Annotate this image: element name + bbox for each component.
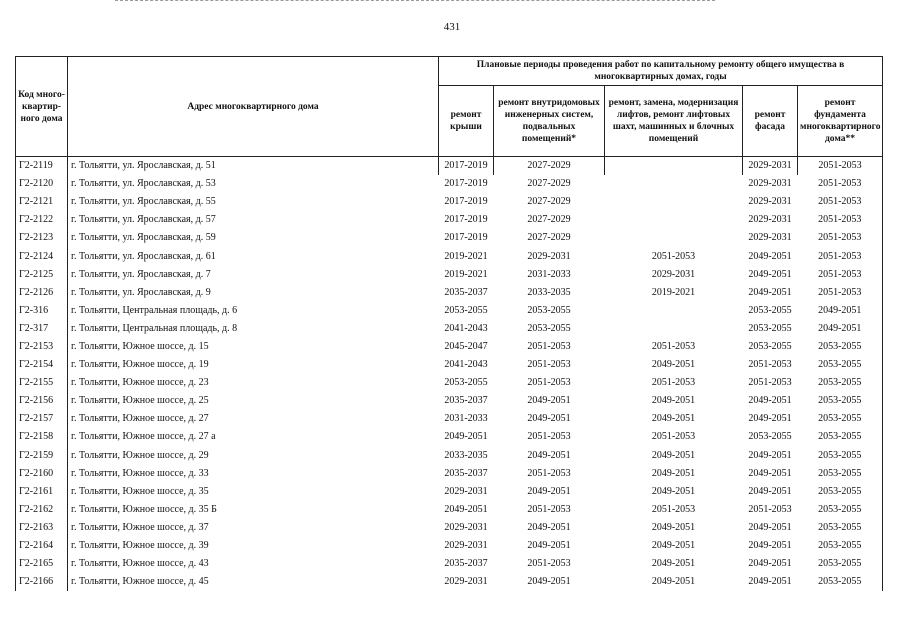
cell-roof: 2017-2019 <box>444 178 488 190</box>
cell-elevators: 2049-2051 <box>651 449 696 461</box>
header-engineering: ремонт внутридомовых инженерных систем, подвальных помещений* <box>494 86 605 157</box>
table-row <box>16 392 883 410</box>
cell-facade: 2049-2051 <box>748 540 792 552</box>
cell-engineering: 2049-2051 <box>527 540 571 552</box>
table-row <box>16 338 883 356</box>
cell-elevators: 2049-2051 <box>651 521 696 533</box>
repair-schedule-table <box>15 56 883 591</box>
table-row <box>16 374 883 392</box>
cell-elevators: 2051-2053 <box>651 503 696 515</box>
cell-code: Г2-2121 <box>16 193 68 211</box>
cell-elevators: 2051-2053 <box>651 431 696 443</box>
cell-elevators <box>605 302 743 320</box>
table-row <box>16 266 883 284</box>
cell-foundation: 2049-2051 <box>798 320 883 338</box>
cell-foundation: 2051-2053 <box>798 157 883 176</box>
cell-engineering: 2051-2053 <box>527 359 571 371</box>
cell-code: Г2-2163 <box>16 519 68 537</box>
cell-foundation: 2053-2055 <box>798 465 883 483</box>
table-row <box>16 573 883 591</box>
cell-address: г. Тольятти, ул. Ярославская, д. 51 <box>68 157 439 176</box>
cell-code: Г2-2165 <box>16 555 68 573</box>
cell-address: г. Тольятти, Южное шоссе, д. 25 <box>68 392 439 410</box>
table-row <box>16 537 883 555</box>
table-row <box>16 519 883 537</box>
cell-foundation: 2053-2055 <box>798 374 883 392</box>
cell-code: Г2-2125 <box>16 266 68 284</box>
cell-engineering: 2051-2053 <box>527 431 571 443</box>
cell-facade: 2053-2055 <box>748 322 792 334</box>
cell-foundation: 2053-2055 <box>798 356 883 374</box>
cell-roof: 2053-2055 <box>444 377 488 389</box>
cell-engineering: 2049-2051 <box>527 413 571 425</box>
cell-address: г. Тольятти, ул. Ярославская, д. 59 <box>68 229 439 247</box>
cell-roof: 2017-2019 <box>444 196 488 208</box>
cell-facade: 2029-2031 <box>743 157 798 176</box>
cell-address: г. Тольятти, ул. Ярославская, д. 53 <box>68 175 439 193</box>
cell-facade: 2051-2053 <box>748 503 792 515</box>
cell-roof: 2035-2037 <box>444 286 488 298</box>
header-roof: ремонт крыши <box>439 86 494 157</box>
cell-elevators: 2049-2051 <box>651 413 696 425</box>
table-row <box>16 356 883 374</box>
table-row <box>16 483 883 501</box>
cell-elevators: 2051-2053 <box>651 250 696 262</box>
cell-engineering: 2049-2051 <box>527 449 571 461</box>
cell-facade: 2053-2055 <box>748 431 792 443</box>
cell-roof: 2035-2037 <box>444 467 488 479</box>
cell-foundation: 2053-2055 <box>798 428 883 446</box>
cell-roof: 2041-2043 <box>444 359 488 371</box>
cell-engineering: 2027-2029 <box>527 232 571 244</box>
cell-elevators: 2029-2031 <box>651 268 696 280</box>
cell-foundation: 2053-2055 <box>798 447 883 465</box>
cell-address: г. Тольятти, Южное шоссе, д. 35 <box>68 483 439 501</box>
cell-roof: 2033-2035 <box>444 449 488 461</box>
cell-address: г. Тольятти, ул. Ярославская, д. 7 <box>68 266 439 284</box>
cell-foundation: 2051-2053 <box>798 284 883 302</box>
cell-engineering: 2027-2029 <box>527 214 571 226</box>
cell-engineering: 2051-2053 <box>527 558 571 570</box>
cell-code: Г2-2126 <box>16 284 68 302</box>
cell-engineering: 2033-2035 <box>527 286 571 298</box>
cell-roof: 2017-2019 <box>439 157 494 176</box>
cell-facade: 2049-2051 <box>748 558 792 570</box>
cell-engineering: 2031-2033 <box>527 268 571 280</box>
table-row <box>16 410 883 428</box>
cell-code: Г2-2161 <box>16 483 68 501</box>
cell-address: г. Тольятти, Южное шоссе, д. 43 <box>68 555 439 573</box>
cell-foundation: 2053-2055 <box>798 555 883 573</box>
cell-elevators: 2049-2051 <box>651 467 696 479</box>
cell-address: г. Тольятти, Южное шоссе, д. 33 <box>68 465 439 483</box>
cell-foundation: 2051-2053 <box>798 193 883 211</box>
cell-foundation: 2053-2055 <box>798 392 883 410</box>
cell-foundation: 2053-2055 <box>798 573 883 591</box>
cell-code: Г2-2156 <box>16 392 68 410</box>
cell-engineering: 2051-2053 <box>527 340 571 352</box>
cell-address: г. Тольятти, Южное шоссе, д. 29 <box>68 447 439 465</box>
cell-roof: 2041-2043 <box>444 322 488 334</box>
table-row <box>16 320 883 338</box>
cell-elevators: 2049-2051 <box>651 540 696 552</box>
cell-address: г. Тольятти, Центральная площадь, д. 8 <box>68 320 439 338</box>
cell-roof: 2017-2019 <box>444 214 488 226</box>
cell-address: г. Тольятти, ул. Ярославская, д. 57 <box>68 211 439 229</box>
cell-facade: 2049-2051 <box>748 286 792 298</box>
cell-foundation: 2051-2053 <box>798 247 883 265</box>
cell-roof: 2035-2037 <box>444 395 488 407</box>
cell-address: г. Тольятти, ул. Ярославская, д. 61 <box>68 247 439 265</box>
cell-facade: 2029-2031 <box>748 196 792 208</box>
header-address: Адрес многоквартирного дома <box>68 57 439 157</box>
table-row <box>16 284 883 302</box>
cell-code: Г2-2153 <box>16 338 68 356</box>
cell-foundation: 2051-2053 <box>798 266 883 284</box>
cell-roof: 2019-2021 <box>444 268 488 280</box>
cell-facade: 2053-2055 <box>748 340 792 352</box>
cell-engineering: 2049-2051 <box>527 521 571 533</box>
cell-code: Г2-2160 <box>16 465 68 483</box>
cell-engineering: 2053-2055 <box>527 322 571 334</box>
cell-roof: 2031-2033 <box>444 413 488 425</box>
table-row <box>16 247 883 265</box>
cell-address: г. Тольятти, ул. Ярославская, д. 55 <box>68 193 439 211</box>
table-row <box>16 465 883 483</box>
scan-edge-line <box>115 0 715 2</box>
cell-address: г. Тольятти, Южное шоссе, д. 15 <box>68 338 439 356</box>
cell-foundation: 2053-2055 <box>798 483 883 501</box>
cell-engineering: 2027-2029 <box>494 157 605 176</box>
cell-foundation: 2053-2055 <box>798 519 883 537</box>
cell-code: Г2-2123 <box>16 229 68 247</box>
table-row <box>16 211 883 229</box>
table-row <box>16 193 883 211</box>
cell-elevators: 2049-2051 <box>651 395 696 407</box>
cell-address: г. Тольятти, Южное шоссе, д. 27 <box>68 410 439 428</box>
cell-address: г. Тольятти, Южное шоссе, д. 27 а <box>68 428 439 446</box>
cell-roof: 2049-2051 <box>444 503 488 515</box>
page-number: 431 <box>443 21 461 33</box>
table-row <box>16 501 883 519</box>
cell-facade: 2029-2031 <box>748 178 792 190</box>
cell-foundation: 2053-2055 <box>798 501 883 519</box>
cell-foundation: 2053-2055 <box>798 338 883 356</box>
cell-roof: 2053-2055 <box>444 304 488 316</box>
cell-roof: 2017-2019 <box>444 232 488 244</box>
cell-engineering: 2049-2051 <box>527 395 571 407</box>
cell-engineering: 2053-2055 <box>527 304 571 316</box>
header-facade: ремонт фасада <box>743 86 798 157</box>
cell-foundation: 2051-2053 <box>798 211 883 229</box>
cell-code: Г2-316 <box>16 302 68 320</box>
table-row <box>16 302 883 320</box>
header-periods: Плановые периоды проведения работ по капитальному ремонту общего имущества в многоквартирных домах, годы <box>439 57 883 86</box>
cell-address: г. Тольятти, Центральная площадь, д. 6 <box>68 302 439 320</box>
cell-elevators <box>605 175 743 193</box>
cell-facade: 2051-2053 <box>748 377 792 389</box>
cell-facade: 2049-2051 <box>748 250 792 262</box>
cell-code: Г2-317 <box>16 320 68 338</box>
cell-roof: 2029-2031 <box>444 540 488 552</box>
cell-facade: 2053-2055 <box>748 304 792 316</box>
table-row <box>16 157 883 176</box>
header-elevators: ремонт, замена, модернизация лифтов, ремонт лифтовых шахт, машинных и блочных помещений <box>605 86 743 157</box>
cell-engineering: 2027-2029 <box>527 178 571 190</box>
cell-engineering: 2051-2053 <box>527 377 571 389</box>
cell-facade: 2029-2031 <box>748 214 792 226</box>
header-code: Код много-квартир-ного дома <box>16 57 68 157</box>
table-row <box>16 175 883 193</box>
cell-elevators <box>605 229 743 247</box>
cell-address: г. Тольятти, ул. Ярославская, д. 9 <box>68 284 439 302</box>
cell-roof: 2029-2031 <box>444 485 488 497</box>
cell-elevators: 2049-2051 <box>651 576 696 588</box>
cell-engineering: 2049-2051 <box>527 485 571 497</box>
cell-roof: 2019-2021 <box>444 250 488 262</box>
cell-elevators: 2051-2053 <box>651 340 696 352</box>
cell-facade: 2051-2053 <box>748 359 792 371</box>
header-foundation: ремонт фундамента многоквартирного дома** <box>798 86 883 157</box>
cell-elevators: 2049-2051 <box>651 485 696 497</box>
cell-engineering: 2051-2053 <box>527 467 571 479</box>
cell-address: г. Тольятти, Южное шоссе, д. 19 <box>68 356 439 374</box>
cell-facade: 2049-2051 <box>748 395 792 407</box>
cell-facade: 2029-2031 <box>748 232 792 244</box>
cell-roof: 2029-2031 <box>444 521 488 533</box>
cell-engineering: 2027-2029 <box>527 196 571 208</box>
cell-address: г. Тольятти, Южное шоссе, д. 45 <box>68 573 439 591</box>
cell-code: Г2-2162 <box>16 501 68 519</box>
cell-foundation: 2051-2053 <box>798 229 883 247</box>
cell-address: г. Тольятти, Южное шоссе, д. 37 <box>68 519 439 537</box>
cell-code: Г2-2122 <box>16 211 68 229</box>
cell-elevators <box>605 320 743 338</box>
table-row <box>16 447 883 465</box>
cell-facade: 2049-2051 <box>748 485 792 497</box>
cell-address: г. Тольятти, Южное шоссе, д. 39 <box>68 537 439 555</box>
cell-roof: 2035-2037 <box>444 558 488 570</box>
cell-code: Г2-2166 <box>16 573 68 591</box>
cell-code: Г2-2155 <box>16 374 68 392</box>
cell-facade: 2049-2051 <box>748 576 792 588</box>
cell-engineering: 2049-2051 <box>527 576 571 588</box>
cell-facade: 2049-2051 <box>748 521 792 533</box>
cell-foundation: 2049-2051 <box>798 302 883 320</box>
cell-roof: 2049-2051 <box>444 431 488 443</box>
cell-foundation: 2051-2053 <box>798 175 883 193</box>
cell-roof: 2045-2047 <box>444 340 488 352</box>
cell-elevators <box>605 211 743 229</box>
cell-facade: 2049-2051 <box>748 268 792 280</box>
cell-facade: 2049-2051 <box>748 449 792 461</box>
cell-foundation: 2053-2055 <box>798 537 883 555</box>
table-body <box>16 157 883 592</box>
cell-code: Г2-2157 <box>16 410 68 428</box>
cell-code: Г2-2120 <box>16 175 68 193</box>
cell-code: Г2-2159 <box>16 447 68 465</box>
cell-address: г. Тольятти, Южное шоссе, д. 35 Б <box>68 501 439 519</box>
cell-code: Г2-2164 <box>16 537 68 555</box>
cell-address: г. Тольятти, Южное шоссе, д. 23 <box>68 374 439 392</box>
cell-code: Г2-2124 <box>16 247 68 265</box>
cell-elevators <box>605 193 743 211</box>
cell-engineering: 2051-2053 <box>527 503 571 515</box>
cell-foundation: 2053-2055 <box>798 410 883 428</box>
cell-facade: 2049-2051 <box>748 413 792 425</box>
cell-elevators: 2051-2053 <box>651 377 696 389</box>
cell-roof: 2029-2031 <box>444 576 488 588</box>
cell-elevators <box>605 157 743 176</box>
table-header <box>16 57 883 157</box>
cell-facade: 2049-2051 <box>748 467 792 479</box>
table-row <box>16 428 883 446</box>
cell-code: Г2-2158 <box>16 428 68 446</box>
cell-engineering: 2029-2031 <box>527 250 571 262</box>
cell-code: Г2-2119 <box>16 157 68 176</box>
cell-elevators: 2049-2051 <box>651 359 696 371</box>
cell-elevators: 2049-2051 <box>651 558 696 570</box>
table-row <box>16 555 883 573</box>
table-row <box>16 229 883 247</box>
cell-code: Г2-2154 <box>16 356 68 374</box>
cell-elevators: 2019-2021 <box>651 286 696 298</box>
